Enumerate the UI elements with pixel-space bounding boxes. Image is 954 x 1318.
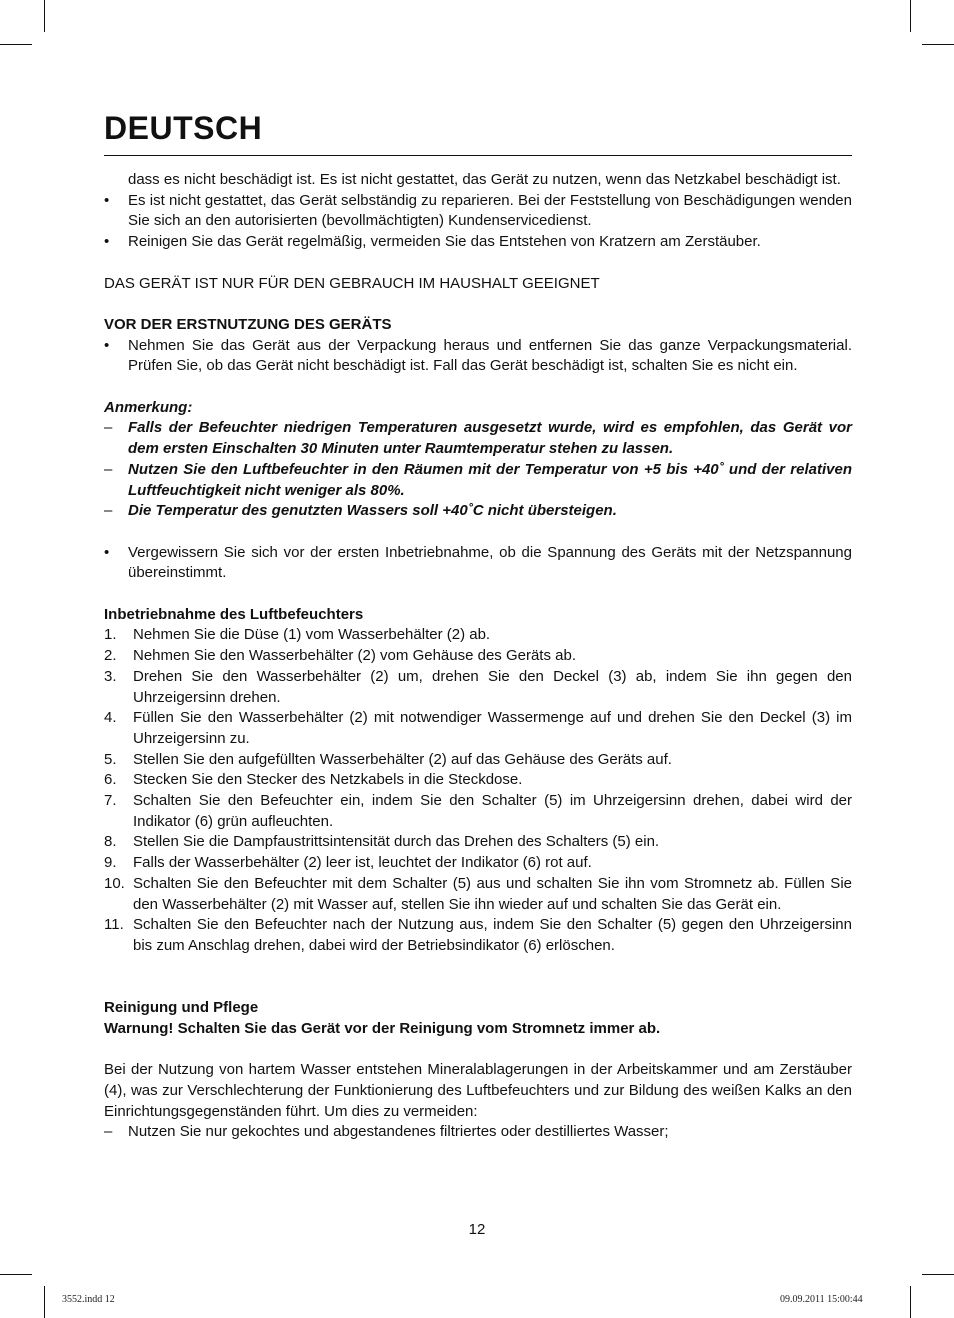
step-item <box>104 832 852 853</box>
step-text: Stecken Sie den Stecker des Netzkabels in die Steckdose. <box>133 771 523 789</box>
step-number: 8. <box>104 833 117 851</box>
step-item <box>104 708 852 749</box>
crop-mark <box>910 0 911 32</box>
step-item <box>104 750 852 771</box>
step-text: Nehmen Sie die Düse (1) vom Wasserbehälter (2) ab. <box>133 626 491 644</box>
intro-continuation: dass es nicht beschädigt ist. Es ist nicht gestattet, das Gerät zu nutzen, wenn das Netzkabel beschädigt ist. <box>128 171 841 188</box>
step-text: Falls der Wasserbehälter (2) leer ist, leuchtet der Indikator (6) rot auf. <box>133 854 592 872</box>
list-item-text: Reinigen Sie das Gerät regelmäßig, vermeiden Sie das Entstehen von Kratzern am Zerstäuber. <box>128 233 761 251</box>
crop-mark <box>910 1286 911 1318</box>
crop-mark <box>44 0 45 32</box>
bullet-marker: • <box>104 543 110 561</box>
dash-marker: – <box>104 502 113 520</box>
dash-marker: – <box>104 1123 113 1141</box>
step-number: 10. <box>104 874 125 892</box>
step-number: 6. <box>104 771 117 789</box>
note-item <box>104 418 852 459</box>
step-text: Nehmen Sie den Wasserbehälter (2) vom Gehäuse des Geräts ab. <box>133 647 576 665</box>
step-number: 1. <box>104 626 117 644</box>
dash-marker: – <box>104 460 113 478</box>
dash-marker: – <box>104 419 113 437</box>
list-item <box>104 1122 852 1143</box>
timestamp-slug: 09.09.2011 15:00:44 <box>780 1294 863 1305</box>
first-use-heading: VOR DER ERSTNUTZUNG DES GERÄTS <box>104 315 392 333</box>
bullet-marker: • <box>104 233 110 251</box>
step-item <box>104 625 852 646</box>
step-text: Schalten Sie den Befeuchter ein, indem Sie den Schalter (5) im Uhrzeigersinn drehen, dabei wird der Indikator (6) grün aufleuchten. <box>133 792 852 830</box>
crop-mark <box>922 1274 954 1275</box>
list-item-text: Vergewissern Sie sich vor der ersten Inbetriebnahme, ob die Spannung des Geräts mit der Netzspannung übereinstimmt. <box>128 543 852 582</box>
step-item <box>104 770 852 791</box>
list-item <box>104 336 852 377</box>
note-item-text: Nutzen Sie den Luftbefeuchter in den Räumen mit der Temperatur von +5 bis +40˚ und der relativen Luftfeuchtigkeit nicht weniger als 80%. <box>128 460 852 499</box>
step-text: Füllen Sie den Wasserbehälter (2) mit notwendiger Wassermenge auf und drehen Sie den Deckel (3) im Uhrzeigersinn zu. <box>133 709 852 747</box>
file-slug: 3552.indd 12 <box>62 1294 115 1305</box>
crop-mark <box>44 1286 45 1318</box>
step-number: 2. <box>104 647 117 665</box>
crop-mark <box>0 1274 32 1275</box>
note-item <box>104 501 852 522</box>
crop-mark <box>922 44 954 45</box>
cleaning-heading: Reinigung und Pflege <box>104 999 259 1017</box>
page-title: DEUTSCH <box>104 110 263 146</box>
crop-mark <box>0 44 32 45</box>
step-item <box>104 791 852 832</box>
list-item-text: Nehmen Sie das Gerät aus der Verpackung heraus und entfernen Sie das ganze Verpackungsmaterial. Prüfen Sie, ob das Gerät nicht beschädigt ist. Fall das Gerät beschädigt ist, schalten Sie es nicht ein. <box>128 336 852 375</box>
operation-heading: Inbetriebnahme des Luftbefeuchters <box>104 605 364 623</box>
list-item <box>104 191 852 232</box>
title-rule <box>104 155 852 156</box>
step-number: 11. <box>104 916 124 934</box>
note-heading: Anmerkung: <box>104 398 193 416</box>
step-item <box>104 915 852 956</box>
step-item <box>104 853 852 874</box>
step-text: Stellen Sie den aufgefüllten Wasserbehälter (2) auf das Gehäuse des Geräts auf. <box>133 750 672 768</box>
list-item <box>104 543 852 584</box>
page-content <box>104 170 852 1143</box>
page-number: 12 <box>468 1221 486 1238</box>
household-notice: DAS GERÄT IST NUR FÜR DEN GEBRAUCH IM HAUSHALT GEEIGNET <box>104 274 600 292</box>
list-item-text: Es ist nicht gestattet, das Gerät selbständig zu reparieren. Bei der Feststellung von Beschädigungen wenden Sie sich an den autorisierten (bevollmächtigten) Kundenservicedienst. <box>128 191 852 230</box>
cleaning-warning: Warnung! Schalten Sie das Gerät vor der Reinigung vom Stromnetz immer ab. <box>104 1019 661 1037</box>
step-number: 3. <box>104 667 117 685</box>
step-number: 4. <box>104 709 117 727</box>
step-text: Schalten Sie den Befeuchter nach der Nutzung aus, indem Sie den Schalter (5) gegen den Uhrzeigersinn bis zum Anschlag drehen, dabei wird der Betriebsindikator (6) erlöschen. <box>133 916 852 954</box>
step-number: 5. <box>104 750 117 768</box>
step-item <box>104 646 852 667</box>
step-item <box>104 667 852 708</box>
note-item <box>104 460 852 501</box>
step-number: 7. <box>104 792 117 810</box>
step-text: Drehen Sie den Wasserbehälter (2) um, drehen Sie den Deckel (3) ab, indem Sie ihn gegen den Uhrzeigersinn drehen. <box>133 667 852 706</box>
bullet-marker: • <box>104 191 110 209</box>
step-item <box>104 874 852 915</box>
step-text: Stellen Sie die Dampfaustrittsintensität durch das Drehen des Schalters (5) ein. <box>133 833 660 851</box>
note-item-text: Die Temperatur des genutzten Wassers soll +40˚C nicht übersteigen. <box>128 502 617 520</box>
cleaning-paragraph: Bei der Nutzung von hartem Wasser entstehen Mineralablagerungen in der Arbeitskammer und am Zerstäuber (4), was zur Verschlechterung der Funktionierung des Luftbefeuchters und zur Bildung des weißen Kalks an den Einrichtungsgegenständen führt. Um dies zu vermeiden: <box>104 1061 852 1120</box>
note-item-text: Falls der Befeuchter niedrigen Temperaturen ausgesetzt wurde, wird es empfohlen, das Gerät vor dem ersten Einschalten 30 Minuten unter Raumtemperatur stehen zu lassen. <box>128 419 852 458</box>
step-text: Schalten Sie den Befeuchter mit dem Schalter (5) aus und schalten Sie ihn vom Stromnetz ab. Füllen Sie den Wasserbehälter (2) mit Wasser auf, stellen Sie ihn wieder auf und schalten Sie das Gerät ein. <box>133 874 852 913</box>
step-number: 9. <box>104 854 117 872</box>
bullet-marker: • <box>104 336 110 354</box>
list-item <box>104 232 852 253</box>
list-item-text: Nutzen Sie nur gekochtes und abgestandenes filtriertes oder destilliertes Wasser; <box>128 1123 669 1141</box>
